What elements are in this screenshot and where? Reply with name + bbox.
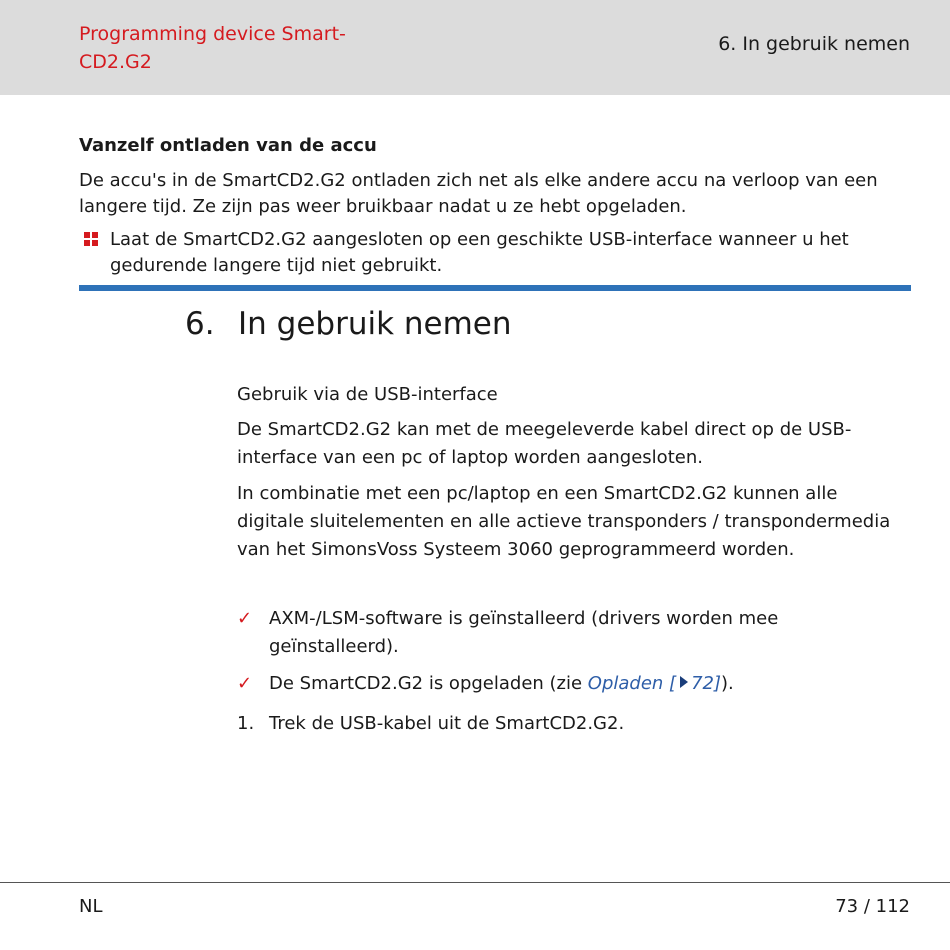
cross-reference-link[interactable] [588,673,721,694]
section-heading: Vanzelf ontladen van de accu [79,135,377,156]
step-number: 1. [237,713,255,734]
link-page[interactable]: 72] [691,673,722,694]
page-header [0,0,950,95]
chapter-paragraph-1: De SmartCD2.G2 kan met de meegeleverde kabel direct op de USB-interface van een pc of laptop worden aangesloten. [237,419,852,468]
running-chapter-title: 6. In gebruik nemen [718,33,910,55]
chapter-number: 6. [185,306,215,342]
prerequisite-suffix: ). [721,673,734,694]
chapter-title: In gebruik nemen [238,306,512,342]
step-text: Trek de USB-kabel uit de SmartCD2.G2. [269,713,625,734]
document-title: Programming device Smart-CD2.G2 [79,23,346,73]
prerequisite-text [269,670,869,698]
page-number: 73 / 112 [835,896,910,917]
subheading: Gebruik via de USB-interface [237,384,498,405]
footer-divider [0,882,950,883]
triangle-right-icon [680,676,688,688]
prerequisite-prefix: De SmartCD2.G2 is opgeladen (zie [269,673,588,694]
checkmark-icon: ✓ [237,608,253,629]
bullet-text: Laat de SmartCD2.G2 aangesloten op een geschikte USB-interface wanneer u het gedurende langere tijd niet gebruikt. [110,229,849,276]
checkmark-icon: ✓ [237,673,253,694]
chapter-divider [79,285,911,291]
link-label[interactable]: Opladen [ [587,673,677,694]
language-code: NL [79,896,103,917]
section-paragraph: De accu's in de SmartCD2.G2 ontladen zich net als elke andere accu na verloop van een langere tijd. Ze zijn pas weer bruikbaar nadat u ze hebt opgeladen. [79,170,878,217]
grid-square-icon [84,232,98,246]
prerequisite-text: AXM-/LSM-software is geïnstalleerd (drivers worden mee geïnstalleerd). [269,608,779,657]
chapter-paragraph-2: In combinatie met een pc/laptop en een SmartCD2.G2 kunnen alle digitale sluitelementen en alle actieve transponders / transpondermedia van het SimonsVoss Systeem 3060 geprogrammeerd worden. [237,483,891,560]
